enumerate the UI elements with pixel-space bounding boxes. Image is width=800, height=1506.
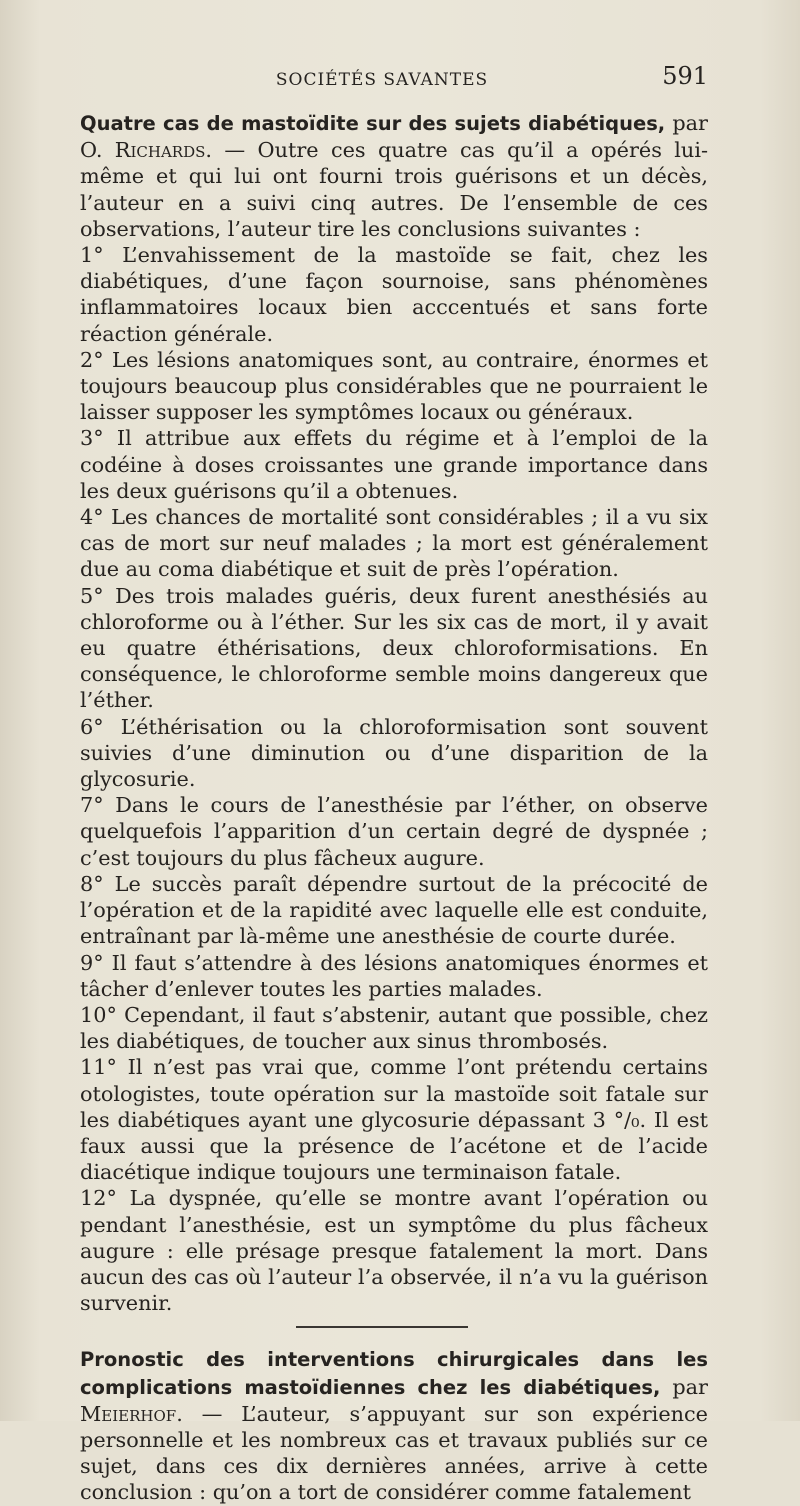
conclusion-5 bbox=[56, 583, 708, 714]
conclusion-11 bbox=[56, 1054, 708, 1185]
conclusion-1 bbox=[56, 242, 708, 347]
conclusion-text: Dans le cours de l’anesthésie par l’éther, on observe quelquefois l’apparition d’un certain degré de dyspnée ; c’est toujours du plus fâcheux augure. bbox=[80, 793, 708, 870]
conclusion-text: Il attribue aux effets du régime et à l’emploi de la codéine à doses croissantes une grande importance dans les deux guérisons qu’il a obtenues. bbox=[80, 426, 708, 503]
body-text bbox=[56, 110, 708, 1506]
section-divider bbox=[296, 1326, 468, 1328]
conclusion-number: 1° bbox=[80, 243, 104, 268]
conclusion-text: L’envahissement de la mastoïde se fait, chez les diabétiques, d’une façon sournoise, sans phénomènes inflammatoires locaux bien acccentués et sans forte réaction générale. bbox=[80, 243, 708, 346]
article-1-heading: Quatre cas de mastoïdite sur des sujets diabétiques, bbox=[80, 112, 666, 135]
conclusion-number: 10° bbox=[80, 1002, 117, 1027]
conclusion-number: 5° bbox=[80, 583, 104, 608]
conclusion-7 bbox=[56, 792, 708, 871]
conclusion-text: L’éthérisation ou la chloroformisation sont souvent suivies d’une diminution ou d’une disparition de la glycosurie. bbox=[80, 714, 708, 792]
conclusion-12 bbox=[56, 1185, 708, 1316]
conclusion-9 bbox=[56, 950, 708, 1002]
article-2-heading: Pronostic des interventions chirurgicales dans les complications mastoïdiennes chez les diabétiques, bbox=[80, 1348, 708, 1399]
article-2-by: par bbox=[672, 1374, 708, 1399]
running-head: SOCIÉTÉS SAVANTES bbox=[275, 70, 489, 90]
conclusion-10 bbox=[56, 1002, 708, 1054]
article-1-intro bbox=[56, 110, 708, 242]
article-1-author: O. Richards. bbox=[80, 138, 212, 163]
conclusion-number: 4° bbox=[80, 505, 104, 530]
conclusion-number: 3° bbox=[80, 426, 104, 451]
conclusion-number: 11° bbox=[80, 1055, 117, 1080]
conclusion-number: 7° bbox=[80, 793, 104, 818]
conclusion-text: Le succès paraît dépendre surtout de la précocité de l’opération et de la rapidité avec laquelle elle est conduite, entraînant par là-même une anesthésie de courte durée. bbox=[80, 871, 708, 949]
conclusion-text: La dyspnée, qu’elle se montre avant l’opération ou pendant l’anesthésie, est un symptôme du plus fâcheux augure : elle présage presque fatalement la mort. Dans aucun des cas où l’auteur l’a observée, il n’a vu la guérison survenir. bbox=[80, 1186, 708, 1316]
conclusion-4 bbox=[56, 504, 708, 583]
conclusion-text: Les chances de mortalité sont considérables ; il a vu six cas de mort sur neuf malades ; la mort est généralement due au coma diabétique et suit de près l’opération. bbox=[80, 505, 708, 582]
article-2-text: — L’auteur, s’appuyant sur son expérience personnelle et les nombreux cas et travaux publiés sur ce sujet, dans ces dix dernières années, arrive à cette conclusion : qu’on a tort de considérer comme fatalement bbox=[80, 1401, 708, 1505]
conclusion-number: 2° bbox=[80, 347, 104, 372]
conclusion-6 bbox=[56, 714, 708, 793]
article-1-by: par bbox=[672, 111, 708, 135]
conclusion-8 bbox=[56, 871, 708, 950]
conclusion-number: 9° bbox=[80, 950, 104, 975]
conclusion-text: Les lésions anatomiques sont, au contraire, énormes et toujours beaucoup plus considérables que ne pourraient le laisser supposer les symptômes locaux ou généraux. bbox=[80, 347, 708, 425]
conclusion-text: Des trois malades guéris, deux furent anesthésiés au chloroforme ou à l’éther. Sur les six cas de mort, il y avait eu quatre éthérisations, deux chloroformisations. En conséquence, le chloroforme semble moins dangereux que l’éther. bbox=[80, 583, 708, 713]
conclusion-text: Il faut s’attendre à des lésions anatomiques énormes et tâcher d’enlever toutes les parties malades. bbox=[80, 950, 708, 1001]
page-number: 591 bbox=[662, 62, 708, 90]
conclusion-text: Cependant, il faut s’abstenir, autant que possible, chez les diabétiques, de toucher aux sinus thrombosés. bbox=[80, 1002, 708, 1054]
conclusion-number: 8° bbox=[80, 871, 104, 896]
conclusion-number: 6° bbox=[80, 714, 104, 739]
article-2 bbox=[56, 1346, 708, 1505]
conclusion-text: Il n’est pas vrai que, comme l’ont prétendu certains otologistes, toute opération sur la mastoïde soit fatale sur les diabétiques ayant une glycosurie dépassant 3 °/₀. Il est faux aussi que la présence de l’acétone et de l’acide diacétique indique toujours une terminaison fatale. bbox=[80, 1055, 708, 1185]
article-1-intro-text: — Outre ces quatre cas qu’il a opérés lui-même et qui lui ont fourni trois guérisons et un décès, l’auteur en a suivi cinq autres. De l’ensemble de ces observations, l’auteur tire les conclusions suivantes : bbox=[80, 138, 708, 241]
article-2-author: Meierhof. bbox=[80, 1401, 183, 1426]
conclusion-2 bbox=[56, 347, 708, 426]
conclusion-number: 12° bbox=[80, 1186, 117, 1211]
page-header bbox=[56, 62, 708, 92]
conclusion-3 bbox=[56, 425, 708, 504]
